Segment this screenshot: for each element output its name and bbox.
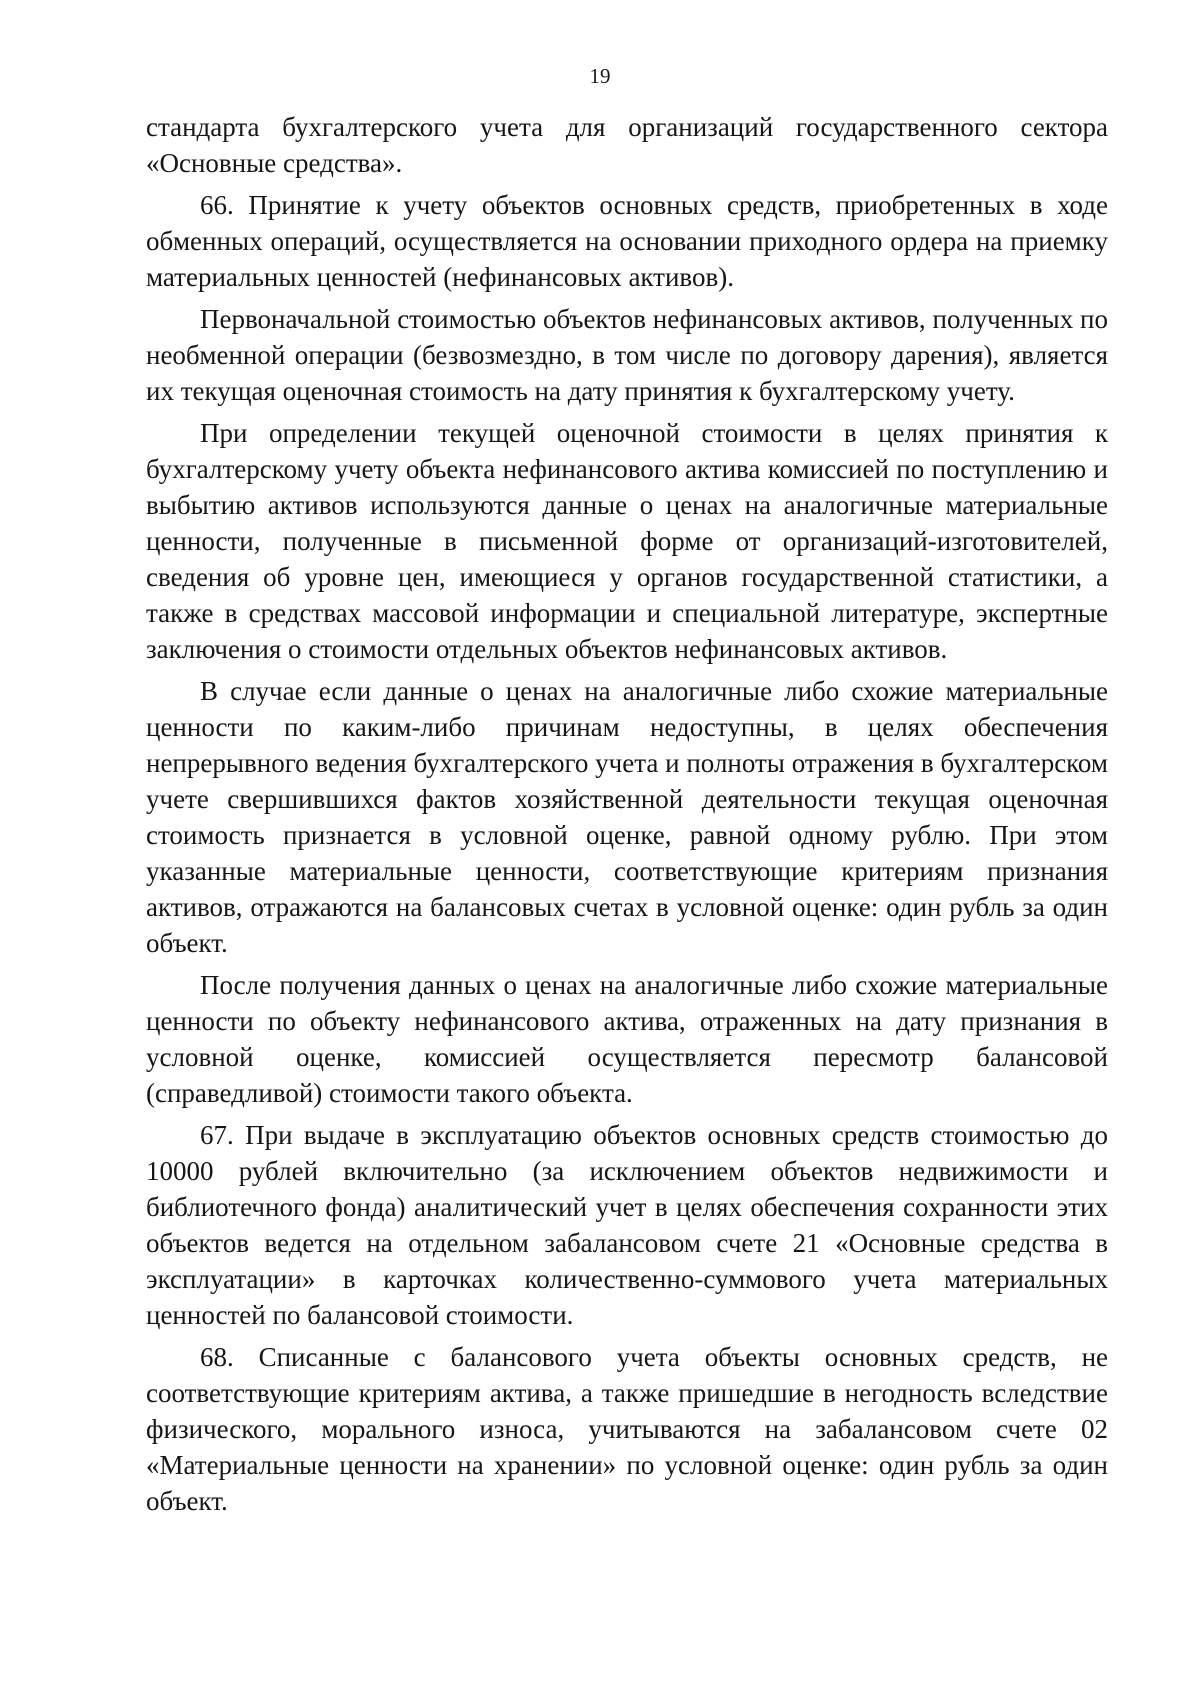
- paragraph-initial-cost: Первоначальной стоимостью объектов нефинансовых активов, полученных по необменной операции (безвозмездно, в том числе по договору дарения), является их текущая оценочная стоимость на дату принятия к бухгалтерскому учету.: [146, 304, 1108, 406]
- paragraph-revaluation: После получения данных о ценах на аналогичные либо схожие материальные ценности по объекту нефинансового актива, отраженных на дату признания в условной оценке, комиссией осуществляется пересмотр балансовой (справедливой) стоимости такого объекта.: [146, 970, 1108, 1108]
- paragraph-current-valuation: При определении текущей оценочной стоимости в целях принятия к бухгалтерскому учету объекта нефинансового актива комиссией по поступлению и выбытию активов используются данные о ценах на аналогичные материальные ценности, полученные в письменной форме от организаций-изготовителей, сведения об уровне цен, имеющиеся у органов государственной статистики, а также в средствах массовой информации и специальной литературе, экспертные заключения о стоимости отдельных объектов нефинансовых активов.: [146, 418, 1108, 664]
- paragraph-67: 67. При выдаче в эксплуатацию объектов основных средств стоимостью до 10000 рублей включительно (за исключением объектов недвижимости и библиотечного фонда) аналитический учет в целях обеспечения сохранности этих объектов ведется на отдельном забалансовом счете 21 «Основные средства в эксплуатации» в карточках количественно-суммового учета материальных ценностей по балансовой стоимости.: [146, 1120, 1108, 1330]
- page-number: 19: [589, 64, 611, 88]
- paragraph-continuation: стандарта бухгалтерского учета для организаций государственного сектора «Основные средства».: [146, 112, 1108, 178]
- document-body: [146, 109, 1108, 1519]
- paragraph-conditional-valuation: В случае если данные о ценах на аналогичные либо схожие материальные ценности по каким-либо причинам недоступны, в целях обеспечения непрерывного ведения бухгалтерского учета и полноты отражения в бухгалтерском учете свершившихся фактов хозяйственной деятельности текущая оценочная стоимость признается в условной оценке, равной одному рублю. При этом указанные материальные ценности, соответствующие критериям признания активов, отражаются на балансовых счетах в условной оценке: один рубль за один объект.: [146, 676, 1108, 958]
- paragraph-66: 66. Принятие к учету объектов основных средств, приобретенных в ходе обменных операций, осуществляется на основании приходного ордера на приемку материальных ценностей (нефинансовых активов).: [146, 190, 1108, 292]
- paragraph-68: 68. Списанные с балансового учета объекты основных средств, не соответствующие критериям актива, а также пришедшие в негодность вследствие физического, морального износа, учитываются на забалансовом счете 02 «Материальные ценности на хранении» по условной оценке: один рубль за один объект.: [146, 1342, 1108, 1516]
